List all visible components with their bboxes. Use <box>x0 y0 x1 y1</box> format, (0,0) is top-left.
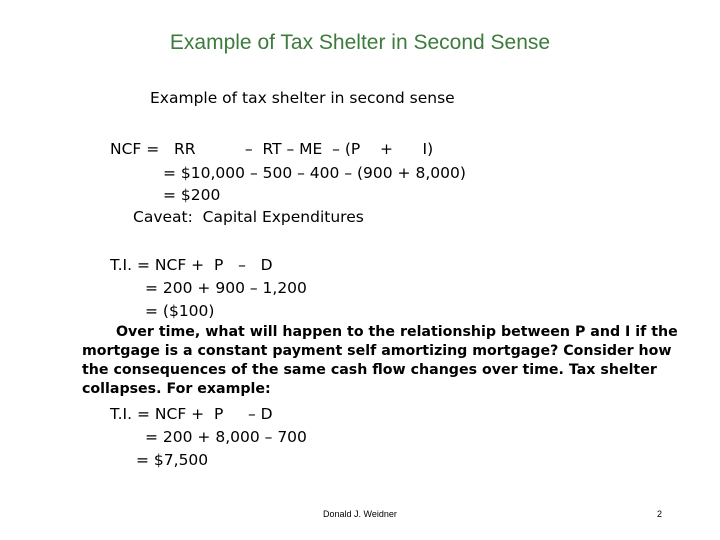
ncf-result-line: = $200 <box>163 186 221 204</box>
taxable-income-calculation-line: = 200 + 900 – 1,200 <box>145 279 307 297</box>
taxable-income-result-line: = ($100) <box>145 302 215 320</box>
caveat-line: Caveat: Capital Expenditures <box>133 208 364 226</box>
ncf-calculation-line: = $10,000 – 500 – 400 – (900 + 8,000) <box>163 164 466 182</box>
footer-author: Donald J. Weidner <box>323 509 397 519</box>
example-taxable-income-formula-line: T.I. = NCF + P – D <box>110 405 273 423</box>
question-paragraph: Over time, what will happen to the relationship between P and I if the mortgage is a constant payment self amortizing mortgage? Consider how the consequences of the same cash flow changes over time. Tax shelter collapses. For example: <box>82 324 678 397</box>
slide-title: Example of Tax Shelter in Second Sense <box>169 31 551 54</box>
example-taxable-income-calculation-line: = 200 + 8,000 – 700 <box>145 428 307 446</box>
ncf-formula-line: NCF = RR – RT – ME – (P + I) <box>110 140 434 158</box>
example-taxable-income-result-line: = $7,500 <box>136 451 209 469</box>
taxable-income-formula-line: T.I. = NCF + P – D <box>110 256 273 274</box>
slide-subtitle: Example of tax shelter in second sense <box>150 89 455 107</box>
footer-page-number: 2 <box>657 509 663 519</box>
